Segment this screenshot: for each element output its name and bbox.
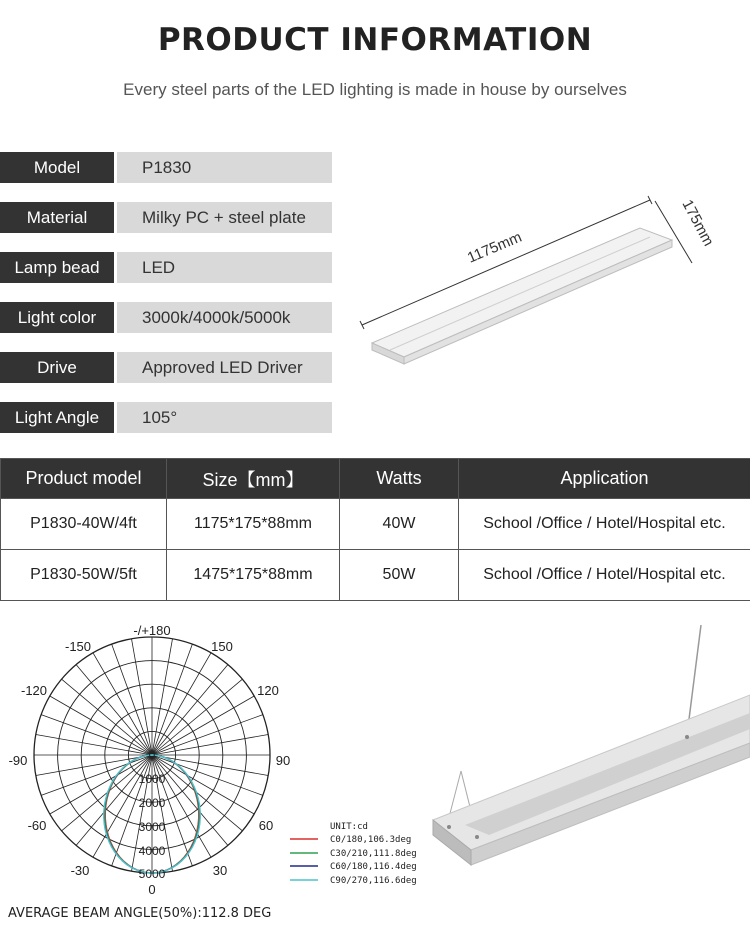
column-header: Watts [340,459,459,499]
spec-label: Model [0,152,114,183]
lamp-dimension-drawing [350,195,730,380]
angle-label: 30 [212,863,228,878]
column-header: Application [459,459,750,499]
angle-label: 60 [258,818,274,833]
legend-label: C60/180,116.4deg [330,862,417,872]
width-label: 175mm [678,196,717,250]
legend-label: C0/180,106.3deg [330,835,412,845]
table-header-row [1,459,750,499]
spec-value: P1830 [117,152,332,183]
beam-angle-caption: AVERAGE BEAM ANGLE(50%):112.8 DEG [8,906,272,921]
angle-label: -/+180 [133,623,171,638]
spec-label: Light Angle [0,402,114,433]
spec-value: 105° [117,402,332,433]
radial-label: 5000 [138,867,166,881]
spec-label: Material [0,202,114,233]
angle-label: 150 [211,639,233,654]
angle-label: -90 [8,753,28,768]
radial-label: 0 [148,748,156,762]
cable-mount [475,835,479,839]
angle-label: -150 [64,639,92,654]
spec-value: Approved LED Driver [117,352,332,383]
spec-value: LED [117,252,332,283]
spec-value: 3000k/4000k/5000k [117,302,332,333]
table-cell: 1175*175*88mm [167,499,340,550]
legend-label: C90/270,116.6deg [330,876,417,886]
radial-label: 2000 [138,796,166,810]
angle-label: -120 [20,683,48,698]
angle-label: 90 [275,753,291,768]
table-cell: P1830-50W/5ft [1,550,167,601]
spec-label: Light color [0,302,114,333]
length-label: 1175mm [464,228,525,267]
polar-legend [290,822,417,886]
spec-label: Lamp bead [0,252,114,283]
cable-mount [685,735,689,739]
table-row [1,499,750,550]
spec-label: Drive [0,352,114,383]
table-cell: 50W [340,550,459,601]
table-cell: School /Office / Hotel/Hospital etc. [459,499,750,550]
radial-label: 1000 [138,772,166,786]
table-cell: P1830-40W/4ft [1,499,167,550]
table-cell: 1475*175*88mm [167,550,340,601]
column-header: Product model [1,459,167,499]
angle-label: -30 [70,863,90,878]
spec-value: Milky PC + steel plate [117,202,332,233]
cable-mount [447,825,451,829]
page-title: PRODUCT INFORMATION [157,22,593,58]
product-table [0,458,750,601]
legend-label: C30/210,111.8deg [330,849,417,859]
angle-label: -60 [27,818,47,833]
table-cell: School /Office / Hotel/Hospital etc. [459,550,750,601]
legend-unit: UNIT:cd [330,822,368,832]
angle-label: 0 [148,882,156,897]
radial-label: 4000 [138,844,166,858]
radial-label: 3000 [138,820,166,834]
column-header: Size【mm】 [167,459,340,499]
table-row [1,550,750,601]
page-subtitle: Every steel parts of the LED lighting is made in house by ourselves [123,80,627,99]
table-cell: 40W [340,499,459,550]
angle-label: 120 [257,683,279,698]
polar-light-distribution [0,620,425,939]
suspended-lamp-photo [425,625,750,885]
polar-labels [9,623,291,897]
